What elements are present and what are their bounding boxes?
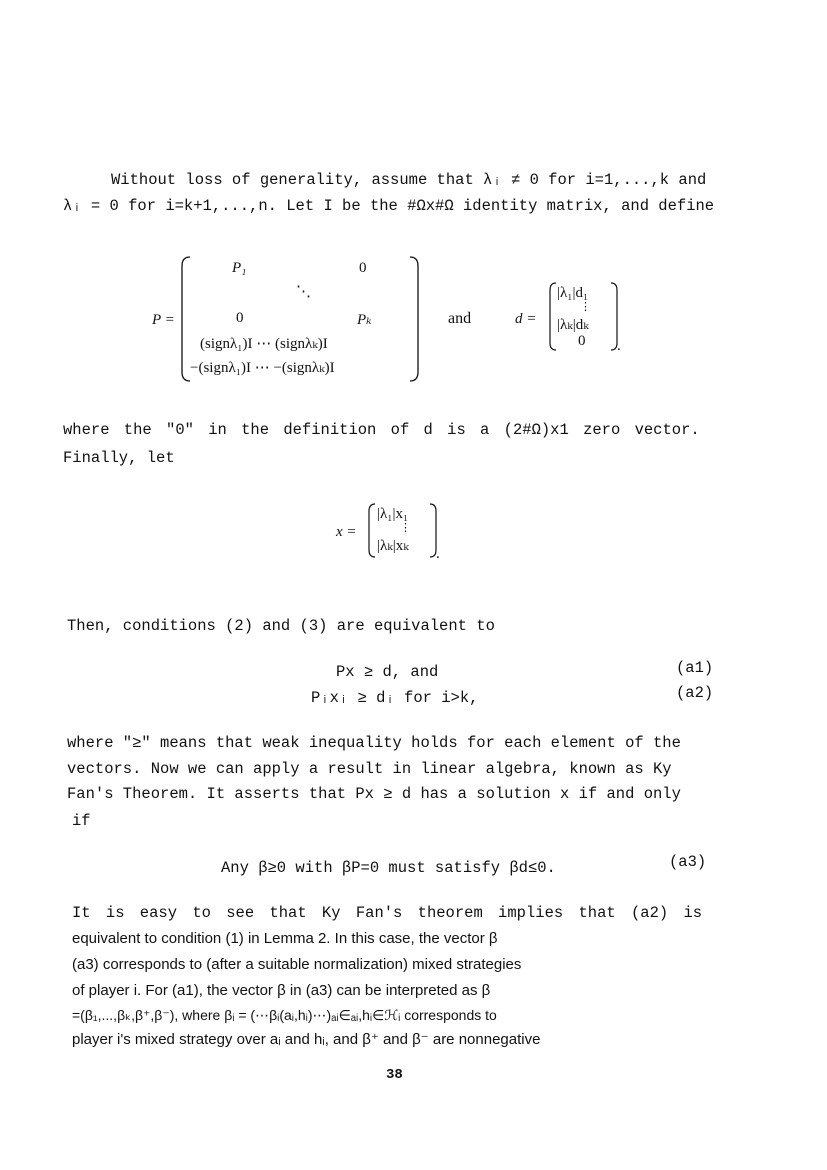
vector-d-label: d = [515,311,537,327]
vector-x-label: x = [336,524,357,540]
para4-line2: vectors. Now we can apply a result in linear algebra, known as Ky [67,760,672,778]
matrix-p-dots: ⋱ [296,284,311,300]
matrix-p-r1c2: 0 [359,260,367,276]
vector-x-r1: |λ₁|x₁ [377,506,409,522]
vector-x-left-bracket [367,503,377,559]
para4-line4: if [72,812,91,830]
para1-line1: Without loss of generality, assume that λᵢ ≠ 0 for i=1,...,k and [111,171,707,189]
vector-d-r1: |λ₁|d₁ [557,285,589,301]
para4-line1: where "≥" means that weak inequality holds for each element of the [67,734,681,752]
eq-a2-number: (a2) [676,684,714,702]
page-number: 38 [386,1067,403,1083]
para5-line1: It is easy to see that Ky Fan's theorem implies that (a2) is [72,904,703,922]
matrix-p-label: P = [152,312,175,328]
para2-line1: where the "0" in the definition of d is a (2#Ω)x1 zero vector. [63,421,700,439]
matrix-p-r3c1: 0 [236,310,244,326]
para5-line3: (a3) corresponds to (after a suitable normalization) mixed strategies [72,956,522,973]
para5-line2: equivalent to condition (1) in Lemma 2. In this case, the vector β [72,930,498,947]
para1-line2: λᵢ = 0 for i=k+1,...,n. Let I be the #Ωx#Ω identity matrix, and define [63,197,715,215]
para4-line3: Fan's Theorem. It asserts that Px ≥ d has a solution x if and only [67,785,681,803]
matrix-p-r3c2: Pₖ [357,312,372,328]
vector-d-dots: ⋮ [580,301,591,313]
para2-line1-wrap [63,421,708,439]
matrix-p-right-bracket [408,256,420,382]
vector-x-r2: |λₖ|xₖ [377,538,409,554]
matrix-p-r4: (signλ₁)I ⋯ (signλₖ)I [200,336,328,352]
vector-d-r2: |λₖ|dₖ [557,317,589,333]
para5-line4: of player i. For (a1), the vector β in (a3) can be interpreted as β [72,982,491,999]
para5-line6: player i's mixed strategy over aᵢ and hᵢ, and β⁺ and β⁻ are nonnegative [72,1031,541,1048]
eq-a1-text: Px ≥ d, and [336,663,439,681]
eq-a3-number: (a3) [669,853,707,871]
vector-d-r3: 0 [578,333,586,349]
vector-x-tail: . [436,546,440,562]
para5-line5: =(β₁,...,βₖ,β⁺,β⁻), where βᵢ = (⋯βᵢ(aᵢ,hᵢ)⋯)ₐᵢ∈ₐᵢ,hᵢ∈ℋᵢ corresponds to [72,1007,497,1023]
matrix-p-r5: −(signλ₁)I ⋯ −(signλₖ)I [190,360,335,376]
eq-a3-text: Any β≥0 with βP=0 must satisfy βd≤0. [221,859,556,877]
eq-a2-text: Pᵢxᵢ ≥ dᵢ for i>k, [311,689,479,707]
eq-a1-number: (a1) [676,659,714,677]
vector-x-dots: ⋮ [400,522,411,534]
matrix-p-r1c1: P₁ [232,260,247,276]
and-word: and [448,310,472,327]
para2-line2: Finally, let [63,449,175,467]
vector-d-tail: . [617,338,621,354]
para3: Then, conditions (2) and (3) are equivalent to [67,617,495,635]
